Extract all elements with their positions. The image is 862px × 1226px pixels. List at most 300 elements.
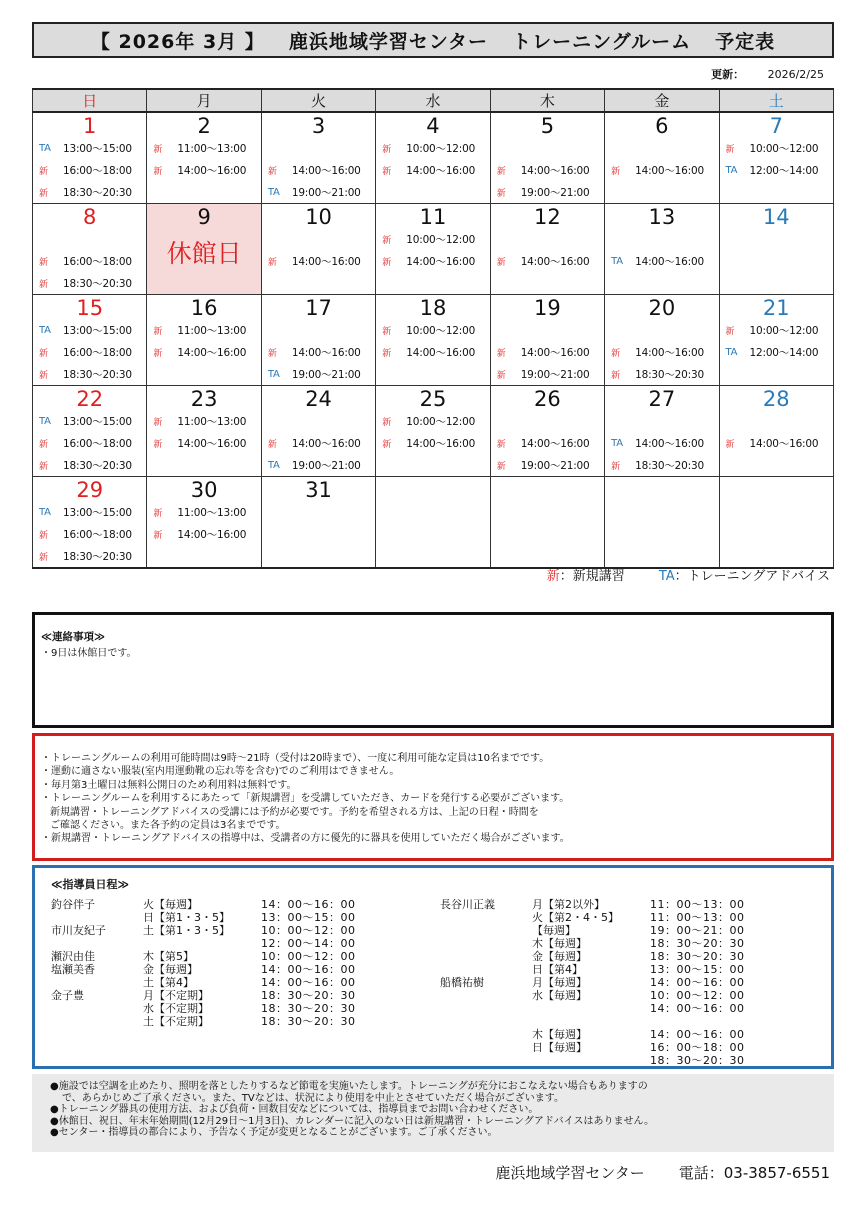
schedule-entry [491,137,604,159]
entry-time: 16:00〜18:00 [63,528,132,541]
entry-time: 18:30〜20:30 [635,368,704,381]
entry-type: 新 [267,348,277,359]
notice-line: ・9日は休館日です。 [41,648,137,659]
weekday-header: 土 [719,89,833,112]
contact-phone: 電話：03-3857-6551 [678,1164,830,1182]
schedule-entry [33,341,146,363]
entry-time: 10:00〜12:00 [406,415,476,428]
schedule-entry [605,137,718,159]
staff-day: 木【毎週】 [532,937,587,950]
entry-type: TA [725,164,738,176]
schedule-entry [605,454,718,476]
calendar-day [261,295,375,386]
entry-type: 新 [382,257,392,268]
schedule-entry [605,228,718,250]
footer-note: ●トレーニング器具の使用方法、および負荷・回数目安などについては、指導員までお問い合わせください。 [50,1104,539,1116]
calendar-day [719,477,833,569]
staff-row [51,911,356,924]
entry-type: 新 [39,188,48,199]
staff-time: 10：00〜12：00 [261,950,356,963]
entry-type: 新 [39,370,48,381]
staff-time: 14：00〜16：00 [650,976,745,989]
staff-day: 火【毎週】 [143,898,198,911]
staff-row [51,989,356,1002]
staff-row [51,898,356,911]
weekday-header: 金 [605,89,719,112]
staff-day: 【毎週】 [532,924,576,937]
entry-time: 18:30〜20:30 [63,459,132,472]
schedule-entry [491,341,604,363]
day-number: 5 [540,114,555,138]
staff-time: 14：00〜16：00 [261,976,356,989]
staff-name: 金子豊 [51,989,84,1002]
day-number: 21 [762,296,790,320]
title-room: トレーニングルーム [512,30,692,53]
schedule-entry [491,181,604,203]
staff-name [51,937,143,950]
staff-row [440,989,745,1002]
entry-type: 新 [153,417,163,428]
calendar-day [490,295,604,386]
entry-time: 14:00〜16:00 [635,255,704,268]
day-number: 13 [648,205,676,229]
day-number: 18 [419,296,447,320]
day-number: 23 [190,387,218,411]
schedule-entry [262,319,375,341]
schedule-entry [491,319,604,341]
staff-right-column [440,898,745,1067]
schedule-entry [262,250,375,272]
schedule-entry [147,319,260,341]
calendar-day [376,112,490,204]
day-number [376,477,489,501]
footer-note: ●施設では空調を止めたり、照明を落としたりするなど節電を実施いたします。トレーニングが充分におこなえない場合もありますの [50,1081,648,1092]
calendar-table [32,88,834,569]
entry-type: 新 [496,257,506,268]
schedule-entry [147,159,260,181]
rule-line: ・運動に適さない服装(室内用運動靴の忘れ等を含む)でのご利用はできません。 [41,766,400,778]
schedule-entry [376,432,489,454]
day-number: 24 [305,387,332,411]
staff-row [440,950,745,963]
entry-time: 14:00〜16:00 [291,437,361,450]
day-number: 15 [76,296,104,320]
entry-time: 13:00〜15:00 [63,506,132,519]
rule-line: ・毎月第3土曜日は無料公開日のため利用料は無料です。 [41,779,297,791]
entry-type: 新 [725,326,735,337]
rule-line: 新規講習・トレーニングアドバイスの受講には予約が必要です。予約を希望される方は、上記の日程・時間を [50,806,539,818]
entry-time: 18:30〜20:30 [635,459,704,472]
entry-time: 19:00〜21:00 [520,186,590,199]
day-number: 16 [190,296,218,320]
entry-type: 新 [39,530,48,541]
staff-row [51,963,356,976]
staff-time: 18：30〜20：30 [261,1015,356,1028]
calendar-day [33,112,147,204]
schedule-entry [605,363,718,385]
calendar-week [33,386,834,477]
staff-day: 日【第1・3・5】 [143,911,230,924]
calendar-day [605,112,719,204]
staff-time: 14：00〜16：00 [261,963,356,976]
weekday-header: 月 [147,89,261,112]
day-number: 1 [83,114,97,138]
staff-row [440,911,745,924]
entry-type: 新 [382,439,392,450]
schedule-entry [376,410,489,432]
entry-time: 14:00〜16:00 [635,164,704,177]
staff-day: 月【不定期】 [143,989,209,1002]
staff-name [440,1028,532,1041]
schedule-entry [720,137,833,159]
calendar-week [33,204,834,295]
day-number [605,477,718,501]
schedule-entry [605,341,718,363]
entry-time: 18:30〜20:30 [63,368,132,381]
entry-time: 13:00〜15:00 [63,324,132,337]
entry-time: 14:00〜16:00 [177,164,247,177]
entry-time: 18:30〜20:30 [63,550,132,563]
entry-type: 新 [267,166,277,177]
schedule-entry [33,523,146,545]
staff-name: 市川友紀子 [51,924,106,937]
calendar-week [33,112,834,204]
staff-time: 16：00〜18：00 [650,1041,745,1054]
staff-time: 14：00〜16：00 [650,1002,745,1015]
day-number: 8 [83,205,97,229]
entry-time: 19:00〜21:00 [291,368,361,381]
weekday-header: 日 [33,89,147,112]
entry-type: 新 [496,439,506,450]
entry-time: 18:30〜20:30 [63,277,132,290]
staff-name [440,1002,532,1015]
schedule-entry [147,137,260,159]
day-number: 26 [534,387,561,411]
footer-note: で、あらかじめご了承ください。また、TVなどは、状況により使用を中止とさせていただく場合がございます。 [62,1092,564,1104]
legend-ta-key: TA [658,569,675,584]
staff-time: 12：00〜14：00 [261,937,356,950]
entry-time: 10:00〜12:00 [749,142,819,155]
entry-type: 新 [611,166,620,177]
entry-type: 新 [382,326,392,337]
calendar-day [376,477,490,569]
schedule-entry [33,137,146,159]
calendar-day [33,386,147,477]
entry-type: 新 [267,439,277,450]
entry-type: 新 [382,417,392,428]
page-title [32,22,834,58]
rules-box [32,733,834,861]
day-number: 31 [305,478,332,502]
day-number: 20 [648,296,676,320]
schedule-entry [33,454,146,476]
staff-name: 長谷川正義 [440,898,495,911]
schedule-entry [262,363,375,385]
schedule-entry [33,363,146,385]
staff-day: 火【第2・4・5】 [532,911,619,924]
entry-type: TA [611,255,623,267]
entry-type: 新 [611,348,620,359]
notice-box [32,612,834,728]
schedule-entry [262,228,375,250]
day-number: 28 [762,387,790,411]
entry-type: 新 [153,166,163,177]
day-number [720,477,833,501]
entry-time: 16:00〜18:00 [63,437,132,450]
staff-name [440,1054,532,1067]
entry-type: TA [267,186,280,198]
staff-time: 18：30〜20：30 [261,1002,356,1015]
calendar-day [147,477,261,569]
entry-time: 14:00〜16:00 [406,164,476,177]
calendar-day [261,477,375,569]
calendar-day [719,386,833,477]
staff-name [440,950,532,963]
legend-new-key: 新 [546,569,560,584]
day-number: 25 [419,387,447,411]
staff-time: 13：00〜15：00 [650,963,745,976]
entry-time: 16:00〜18:00 [63,164,132,177]
title-doc: 予定表 [715,30,776,53]
schedule-entry [262,432,375,454]
entry-type: 新 [382,348,392,359]
schedule-entry [262,454,375,476]
schedule-entry [147,341,260,363]
staff-name [440,989,532,1002]
closed-label: 休館日 [166,239,242,268]
staff-day: 日【毎週】 [532,1041,587,1054]
rule-line: ・新規講習・トレーニングアドバイスの指導中は、受講者の方に優先的に器具を使用していただく場合がございます。 [41,833,570,845]
staff-time: 18：30〜20：30 [650,950,745,963]
staff-row [51,924,356,937]
staff-row [440,1041,745,1054]
calendar-day [605,204,719,295]
entry-type: 新 [39,348,48,359]
staff-time: 14：00〜16：00 [650,1028,745,1041]
updated-date [711,66,824,82]
staff-name: 瀬沢由佳 [51,950,95,963]
entry-type: 新 [725,439,735,450]
schedule-entry [33,545,146,567]
calendar-day [33,295,147,386]
entry-time: 19:00〜21:00 [291,459,361,472]
staff-row [51,950,356,963]
staff-row [440,963,745,976]
staff-row [440,976,745,989]
day-number: 6 [655,114,669,138]
entry-type: TA [267,459,280,471]
day-number: 12 [534,205,561,229]
staff-day [532,1002,650,1015]
schedule-entry [147,501,260,523]
staff-day: 土【不定期】 [143,1015,209,1028]
rule-line: ・トレーニングルームを利用するにあたって「新規講習」を受講していただき、カードを発行する必要がございます。 [41,793,570,805]
calendar-day [490,386,604,477]
staff-left-column [51,898,356,1028]
title-month: 【 2026年 3月 】 [90,30,265,53]
calendar-day [605,295,719,386]
calendar-day [490,477,604,569]
entry-time: 14:00〜16:00 [291,346,361,359]
entry-type: 新 [382,144,392,155]
calendar-day [147,295,261,386]
entry-type: 新 [39,279,48,290]
staff-day: 日【第4】 [532,963,583,976]
footer-notes [32,1074,834,1152]
entry-type: 新 [39,257,48,268]
calendar-day [719,112,833,204]
entry-time: 10:00〜12:00 [406,142,476,155]
entry-type: TA [611,437,623,449]
staff-time: 11：00〜13：00 [650,911,745,924]
entry-time: 12:00〜14:00 [749,164,819,177]
calendar-day [147,204,261,295]
staff-day [532,1054,650,1067]
entry-type: 新 [725,144,735,155]
entry-time: 14:00〜16:00 [406,437,476,450]
calendar-day [376,386,490,477]
entry-time: 10:00〜12:00 [406,233,476,246]
entry-type: TA [39,324,51,336]
rule-line: ・トレーニングルームの利用可能時間は9時〜21時（受付は20時まで）、一度に利用可能な定員は10名までです。 [41,753,550,764]
entry-time: 13:00〜15:00 [63,415,132,428]
staff-day: 月【第2以外】 [532,898,605,911]
schedule-entry [491,432,604,454]
staff-title: ≪指導員日程≫ [51,878,130,891]
entry-time: 18:30〜20:30 [63,186,132,199]
staff-time: 18：30〜20：30 [261,989,356,1002]
day-number: 29 [76,478,104,502]
entry-time: 16:00〜18:00 [63,346,132,359]
staff-name [440,937,532,950]
calendar-day [147,112,261,204]
schedule-entry [376,341,489,363]
day-number: 19 [534,296,561,320]
entry-time: 14:00〜16:00 [520,255,590,268]
footer-note: ●休館日、祝日、年末年始期間(12月29日〜1月3日)、カレンダーに記入のない日は新規講習・トレーニングアドバイスはありません。 [50,1115,655,1127]
schedule-entry [605,159,718,181]
calendar-day [261,204,375,295]
entry-type: 新 [153,530,163,541]
entry-type: TA [39,142,51,154]
schedule-entry [491,159,604,181]
schedule-entry [376,319,489,341]
entry-time: 14:00〜16:00 [177,437,247,450]
entry-time: 14:00〜16:00 [749,437,819,450]
entry-type: TA [39,415,51,427]
entry-type: 新 [153,326,163,337]
weekday-header: 水 [376,89,490,112]
entry-type: 新 [611,370,620,381]
calendar-day [376,295,490,386]
staff-time: 11：00〜13：00 [650,898,745,911]
schedule-entry [147,523,260,545]
schedule-entry [33,159,146,181]
day-number: 7 [769,114,783,138]
calendar-day [490,112,604,204]
schedule-entry [376,137,489,159]
entry-type: 新 [39,166,48,177]
staff-day: 土【第4】 [143,976,194,989]
schedule-entry [376,159,489,181]
calendar-day [33,477,147,569]
day-number: 17 [305,296,332,320]
calendar-day [605,477,719,569]
entry-type: 新 [153,144,163,155]
schedule-entry [605,250,718,272]
legend-ta-text: ：トレーニングアドバイス [674,569,830,584]
schedule-entry [376,250,489,272]
staff-time: 13：00〜15：00 [261,911,356,924]
rule-line: ご確認ください。また各予約の定員は3名までです。 [50,820,286,832]
staff-day [143,937,261,950]
schedule-entry [33,272,146,294]
staff-name [440,924,532,937]
calendar-day [719,295,833,386]
staff-day: 水【不定期】 [143,1002,209,1015]
notice-title: ≪連絡事項≫ [41,631,105,643]
staff-name [440,963,532,976]
legend-ta [659,565,830,584]
weekday-header: 火 [261,89,375,112]
staff-day: 水【毎週】 [532,989,587,1002]
entry-type: 新 [496,461,506,472]
updated-label: 更新： [711,68,745,81]
schedule-entry [262,410,375,432]
entry-time: 14:00〜16:00 [291,164,361,177]
staff-row [51,976,356,989]
schedule-entry [262,159,375,181]
entry-type: 新 [39,461,48,472]
schedule-entry [262,137,375,159]
staff-row [440,937,745,950]
calendar-day [376,204,490,295]
entry-time: 12:00〜14:00 [749,346,819,359]
staff-day: 土【第1・3・5】 [143,924,230,937]
day-number [491,477,604,501]
staff-schedule [32,865,834,1069]
day-number: 3 [311,114,326,138]
staff-name [440,1041,532,1054]
staff-day: 月【毎週】 [532,976,587,989]
calendar-day [490,204,604,295]
calendar-day [605,386,719,477]
staff-time: 14：00〜16：00 [261,898,356,911]
schedule-entry [262,341,375,363]
entry-type: TA [39,506,51,518]
entry-type: 新 [382,166,392,177]
schedule-entry [491,363,604,385]
entry-time: 14:00〜16:00 [177,346,247,359]
schedule-entry [720,341,833,363]
entry-time: 16:00〜18:00 [63,255,132,268]
entry-type: 新 [496,348,506,359]
entry-time: 11:00〜13:00 [177,415,247,428]
schedule-entry [33,228,146,250]
title-facility: 鹿浜地域学習センター [288,30,489,53]
staff-row [440,1002,745,1015]
staff-name [51,1002,143,1015]
calendar-day [147,386,261,477]
entry-time: 14:00〜16:00 [406,255,476,268]
weekday-header: 木 [490,89,604,112]
staff-row [51,937,356,950]
schedule-entry [720,432,833,454]
calendar-week [33,477,834,569]
staff-day: 木【第5】 [143,950,194,963]
day-number: 4 [426,114,440,138]
calendar-day [33,204,147,295]
